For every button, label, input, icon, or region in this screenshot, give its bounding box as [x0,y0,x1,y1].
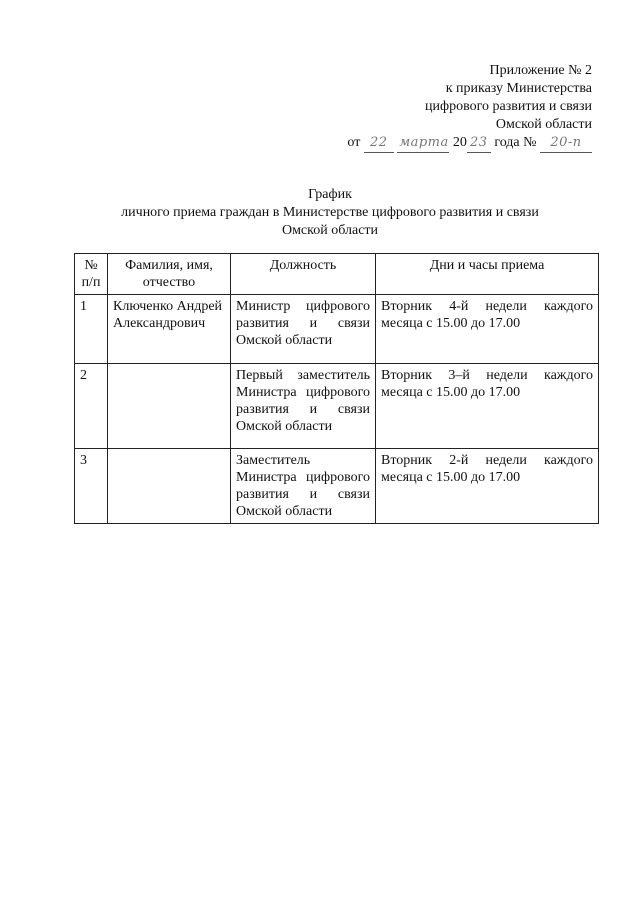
cell-name [108,449,231,524]
appendix-date-line [292,134,592,153]
year-prefix: 20 [452,135,467,150]
reception-schedule-table [74,253,599,524]
table-row [75,295,599,364]
year-label: года № [494,135,537,150]
cell-position: Министр цифрового развития и связи Омской области [231,295,376,364]
handwritten-year: 23 [467,134,491,153]
table-header-row [75,254,599,295]
cell-position: Первый заместитель Министра цифрового развития и связи Омской области [231,364,376,449]
header-num: № п/п [75,254,108,295]
header-name: Фамилия, имя, отчество [108,254,231,295]
table-row [75,449,599,524]
cell-num: 3 [75,449,108,524]
title-main: График [308,187,352,202]
appendix-number: Приложение № 2 [489,63,592,78]
cell-days: Вторник 2-й недели каждого месяца с 15.00 до 17.00 [376,449,599,524]
title-subtitle: личного приема граждан в Министерстве цифрового развития и связи [121,205,539,220]
cell-name [108,364,231,449]
cell-name: Ключенко Андрей Александрович [108,295,231,364]
cell-num: 1 [75,295,108,364]
cell-days: Вторник 4-й недели каждого месяца с 15.00 до 17.00 [376,295,599,364]
cell-days: Вторник 3–й недели каждого месяца с 15.00 до 17.00 [376,364,599,449]
table-row [75,364,599,449]
document-title [60,186,600,240]
appendix-header [292,62,592,153]
date-prefix: от [347,135,361,150]
cell-position: Заместитель Министра цифрового развития и связи Омской области [231,449,376,524]
appendix-order-ref: к приказу Министерства [445,81,592,96]
header-days: Дни и часы приема [376,254,599,295]
header-position: Должность [231,254,376,295]
appendix-ministry: цифрового развития и связи [425,99,592,114]
handwritten-order-number: 20-п [540,134,592,153]
handwritten-day: 22 [364,134,394,153]
title-region: Омской области [281,223,379,238]
handwritten-month: марта [397,134,449,153]
appendix-region: Омской области [495,117,592,132]
cell-num: 2 [75,364,108,449]
